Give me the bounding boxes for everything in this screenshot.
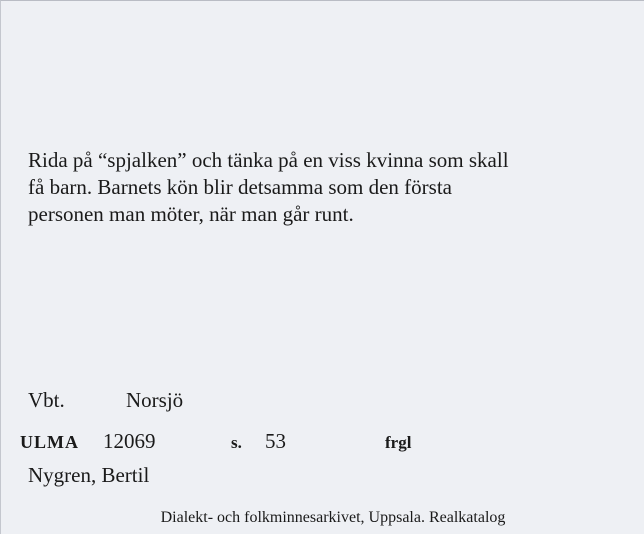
place-label: Norsjö	[126, 388, 184, 412]
page-number: 53	[265, 429, 286, 453]
archive-label: ULMA	[20, 432, 79, 452]
archive-footer: Dialekt- och folkminnesarkivet, Uppsala. Realkatalog	[160, 509, 506, 526]
record-text-line: få barn. Barnets kön blir detsamma som den första	[28, 175, 452, 199]
record-text-line: Rida på “spjalken” och tänka på en viss kvinna som skall	[28, 148, 509, 172]
region-label: Vbt.	[28, 388, 65, 412]
accession-number: 12069	[103, 429, 156, 453]
informant-name: Nygren, Bertil	[28, 463, 150, 487]
category-label: frgl	[385, 433, 412, 452]
record-text	[28, 147, 628, 228]
page-label: s.	[231, 433, 242, 452]
record-text-line: personen man möter, när man går runt.	[28, 202, 354, 226]
